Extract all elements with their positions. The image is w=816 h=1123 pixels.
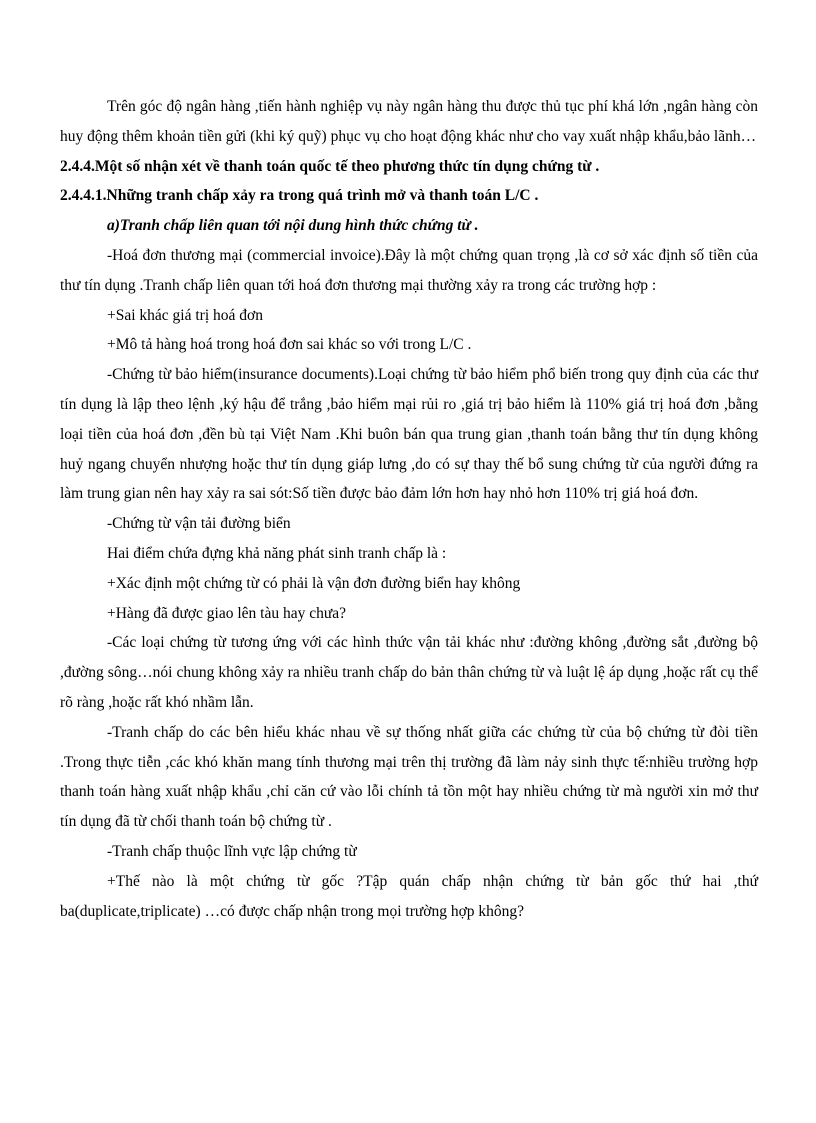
line-two-points: Hai điểm chứa đựng khả năng phát sinh tranh chấp là : (107, 544, 447, 562)
line-sea-transport: -Chứng từ vận tải đường biển (107, 515, 291, 533)
paragraph-original-document: +Thế nào là một chứng từ gốc ?Tập quán chấp nhận chứng từ bản gốc thứ hai ,thứ ba(duplicate,triplicate) …có được chấp nhận trong mọi trường hợp không? (60, 872, 758, 920)
paragraph-bank-perspective: Trên góc độ ngân hàng ,tiến hành nghiệp vụ này ngân hàng thu được thủ tục phí khá lớn ,ngân hàng còn huy động thêm khoản tiền gửi (khi ký quỹ) phục vụ cho hoạt động khác như cho vay xuất nhập khẩu,bảo lãnh… (60, 98, 758, 145)
document-body (60, 92, 758, 926)
section-heading-2-4-4: 2.4.4.Một số nhận xét về thanh toán quốc tế theo phương thức tín dụng chứng từ . (60, 157, 600, 175)
paragraph-insurance-documents: -Chứng từ bảo hiểm(insurance documents).Loại chứng từ bảo hiểm phổ biến trong quy định của các thư tín dụng là lập theo lệnh ,ký hậu để trắng ,bảo hiểm mại rủi ro ,giá trị bảo hiểm là 110% giá trị hoá đơn ,bằng loại tiền của hoá đơn ,đền bù tại Việt Nam .Khi buôn bán qua trung gian ,thanh toán bằng thư tín dụng không huỷ ngang chuyển nhượng hoặc thư tín dụng giáp lưng ,do có sự thay thế bổ sung chứng từ của người đứng ra làm trung gian nên hay xảy ra sai sót:Số tiền được bảo đảm lớn hơn hay nhỏ hơn 110% trị giá hoá đơn. (60, 366, 758, 503)
list-item-invoice-value: +Sai khác giá trị hoá đơn (107, 306, 263, 324)
line-document-preparation: -Tranh chấp thuộc lĩnh vực lập chứng từ (107, 842, 357, 860)
paragraph-commercial-invoice: -Hoá đơn thương mại (commercial invoice).Đây là một chứng quan trọng ,là cơ sở xác định số tiền của thư tín dụng .Tranh chấp liên quan tới hoá đơn thương mại thường xảy ra trong các trường hợp : (60, 246, 758, 294)
list-item-goods-description: +Mô tả hàng hoá trong hoá đơn sai khác so với trong L/C . (107, 336, 472, 354)
section-heading-2-4-4-1: 2.4.4.1.Những tranh chấp xảy ra trong quá trình mở và thanh toán L/C . (60, 187, 539, 205)
paragraph-other-transport: -Các loại chứng từ tương ứng với các hình thức vận tải khác như :đường không ,đường sắt ,đường bộ ,đường sông…nói chung không xảy ra nhiều tranh chấp do bản thân chứng từ và luật lệ áp dụng ,hoặc rất cụ thể rõ ràng ,hoặc rất khó nhầm lẫn. (60, 634, 758, 711)
subheading-a: a)Tranh chấp liên quan tới nội dung hình thức chứng từ . (107, 217, 479, 235)
list-item-goods-loaded: +Hàng đã được giao lên tàu hay chưa? (107, 604, 347, 622)
list-item-bill-of-lading: +Xác định một chứng từ có phải là vận đơn đường biển hay không (107, 574, 521, 592)
paragraph-consistency-disputes: -Tranh chấp do các bên hiểu khác nhau về sự thống nhất giữa các chứng từ của bộ chứng từ đòi tiền .Trong thực tiễn ,các khó khăn mang tính thương mại trên thị trường đã làm nảy sinh thực tế:nhiều trường hợp thanh toán hàng xuất nhập khẩu ,chỉ căn cứ vào lỗi chính tả tồn một hay nhiều chứng từ mà người xin mở thư tín dụng đã từ chối thanh toán bộ chứng từ . (60, 723, 758, 831)
